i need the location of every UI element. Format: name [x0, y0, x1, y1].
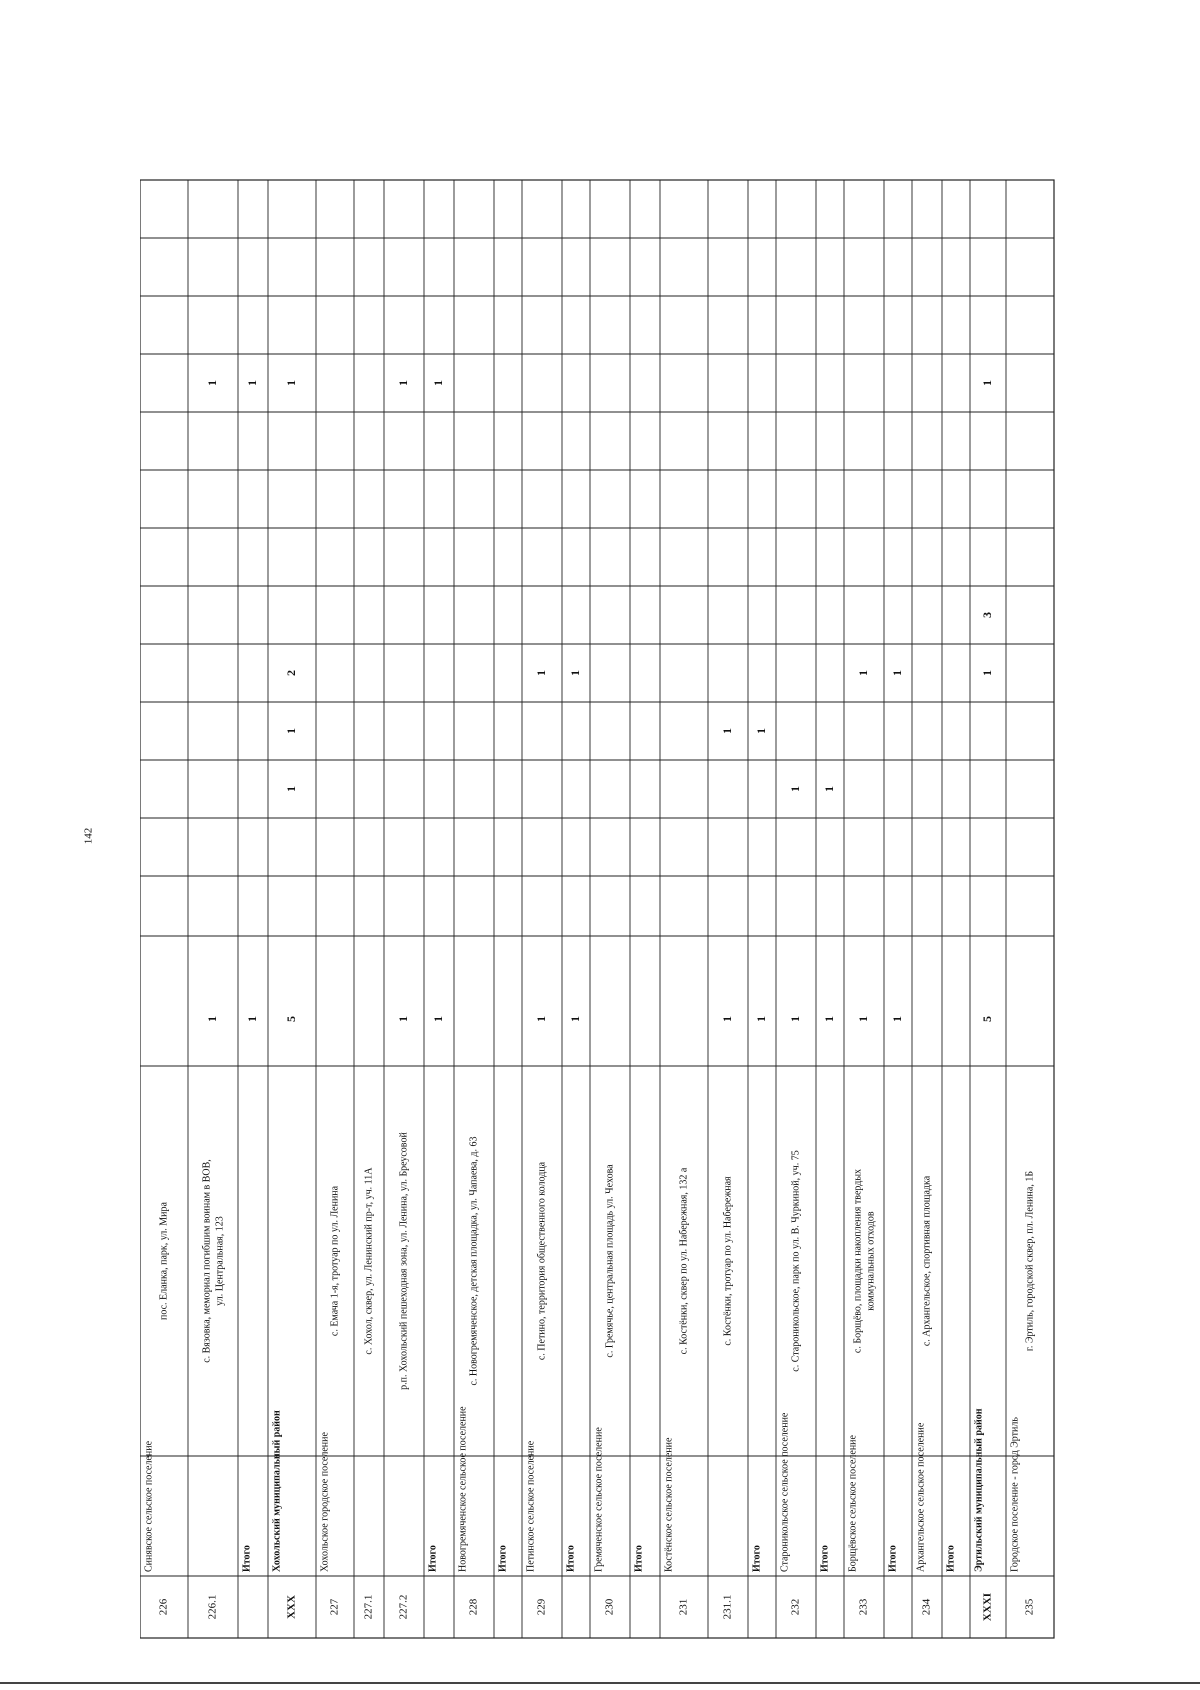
- location: с. Петино, территория общественного колодца: [536, 1161, 548, 1361]
- total-value: 1: [244, 1016, 259, 1022]
- row-number: 234: [920, 1598, 933, 1616]
- cell-value: 1: [533, 670, 548, 676]
- location: с. Староникольское, парк по ул. В. Чуркиной, уч. 75: [790, 1150, 802, 1372]
- cell-value: 1: [855, 670, 870, 676]
- cell-value: 1: [979, 670, 994, 676]
- location: г. Эртиль, городской сквер, пл. Ленина, 1Б: [1024, 1170, 1036, 1352]
- row-number: 231.1: [721, 1594, 734, 1620]
- section-name: Городское поселение - город Эртиль: [1009, 1417, 1021, 1572]
- total-value: 5: [979, 1016, 994, 1022]
- section-name: Петинское сельское поселение: [525, 1440, 537, 1572]
- section-heading: Итого: [241, 1545, 253, 1572]
- total-value: 1: [533, 1016, 548, 1022]
- section-heading: Хохольский муниципальный район: [271, 1410, 283, 1572]
- total-value: 1: [889, 1016, 904, 1022]
- cell-value: 1: [567, 670, 582, 676]
- total-value: 1: [430, 1016, 445, 1022]
- row-number: 227.1: [362, 1594, 375, 1620]
- total-value: 1: [567, 1016, 582, 1022]
- total-value: 1: [787, 1016, 802, 1022]
- row-number: 232: [789, 1598, 802, 1616]
- row-number: 230: [603, 1598, 616, 1616]
- cell-value: 1: [283, 380, 298, 386]
- location-line: с. Борщёво, площадки накопления твердых: [852, 1168, 864, 1354]
- section-heading: Итого: [887, 1545, 899, 1572]
- cell-value: 1: [821, 786, 836, 792]
- location-line: с. Вязовка, мемориал погибшим воинам в ВОВ,: [201, 1159, 213, 1363]
- row-number: 226.1: [206, 1594, 219, 1620]
- page-bottom-rule: [0, 1682, 1200, 1684]
- location: с. Гремячье, центральная площадь ул. Чехова: [604, 1164, 616, 1358]
- cell-value: 1: [395, 380, 410, 386]
- cell-value: 1: [244, 380, 259, 386]
- section-name: Архангельское сельское поселение: [915, 1422, 927, 1572]
- section-name: Новогремяченское сельское поселение: [457, 1406, 469, 1572]
- cell-value: 1: [719, 728, 734, 734]
- total-value: 1: [821, 1016, 836, 1022]
- location: с. Архангельское, спортивная площадка: [921, 1175, 933, 1347]
- total-value: 1: [395, 1016, 410, 1022]
- row-number: 226: [157, 1598, 170, 1616]
- cell-value: 2: [283, 670, 298, 676]
- row-number: 233: [857, 1598, 870, 1616]
- section-heading: Итого: [565, 1545, 577, 1572]
- section-heading: Итого: [497, 1545, 509, 1572]
- location: пос. Еланка, парк, ул. Мира: [158, 1202, 170, 1320]
- cell-value: 1: [283, 728, 298, 734]
- row-number: 228: [467, 1598, 480, 1616]
- total-value: 1: [719, 1016, 734, 1022]
- row-number: 229: [535, 1598, 548, 1616]
- section-name: Гремяченское сельское поселение: [593, 1427, 605, 1572]
- location-line: ул. Центральная, 123: [214, 1216, 226, 1306]
- section-heading: Итого: [819, 1545, 831, 1572]
- total-value: 1: [204, 1016, 219, 1022]
- section-heading: Итого: [427, 1545, 439, 1572]
- row-number: 227.2: [397, 1594, 410, 1620]
- cell-value: 1: [204, 380, 219, 386]
- location: с. Новогремяченское, детская площадка, ул. Чапаева, д. 63: [468, 1136, 480, 1386]
- cell-value: 1: [283, 786, 298, 792]
- row-number: XXX: [285, 1595, 298, 1619]
- cell-value: 1: [979, 380, 994, 386]
- location: р.п. Хохольский пешеходная зона, ул. Ленина, ул. Бреусовой: [398, 1132, 410, 1390]
- total-value: 1: [753, 1016, 768, 1022]
- row-number: XXXI: [981, 1592, 994, 1622]
- location: с. Емача 1-я, тротуар по ул. Ленина: [329, 1185, 341, 1337]
- section-name: Борщёвское сельское поселение: [847, 1435, 859, 1572]
- total-value: 5: [283, 1016, 298, 1022]
- section-heading: Эртильский муниципальный район: [973, 1408, 985, 1572]
- location-line: коммунальных отходов: [865, 1211, 877, 1311]
- location: с. Костёнки, сквер по ул. Набережная, 132 а: [678, 1167, 690, 1355]
- section-heading: Итого: [633, 1545, 645, 1572]
- cell-value: 3: [979, 612, 994, 618]
- row-number: 227: [328, 1598, 341, 1616]
- location: с. Костёнки, тротуар по ул. Набережная: [722, 1176, 734, 1346]
- cell-value: 1: [430, 380, 445, 386]
- row-number: 231: [677, 1598, 690, 1616]
- section-name: Костёнское сельское поселение: [663, 1437, 675, 1572]
- cell-value: 1: [889, 670, 904, 676]
- section-name: Хохольское городское поселение: [319, 1432, 331, 1572]
- cell-value: 1: [753, 728, 768, 734]
- row-number: 235: [1023, 1598, 1036, 1616]
- rotated-table: [140, 8, 1140, 1648]
- section-name: Староникольское сельское поселение: [779, 1412, 791, 1572]
- location: с. Хохол, сквер, ул. Ленинский пр-т, уч. 11А: [363, 1167, 375, 1355]
- cell-value: 1: [787, 786, 802, 792]
- section-heading: Итого: [945, 1545, 957, 1572]
- section-name: Синявское сельское поселение: [143, 1440, 155, 1572]
- total-value: 1: [855, 1016, 870, 1022]
- table-svg: [140, 8, 1140, 1648]
- page-number: 142: [82, 827, 95, 845]
- section-heading: Итого: [751, 1545, 763, 1572]
